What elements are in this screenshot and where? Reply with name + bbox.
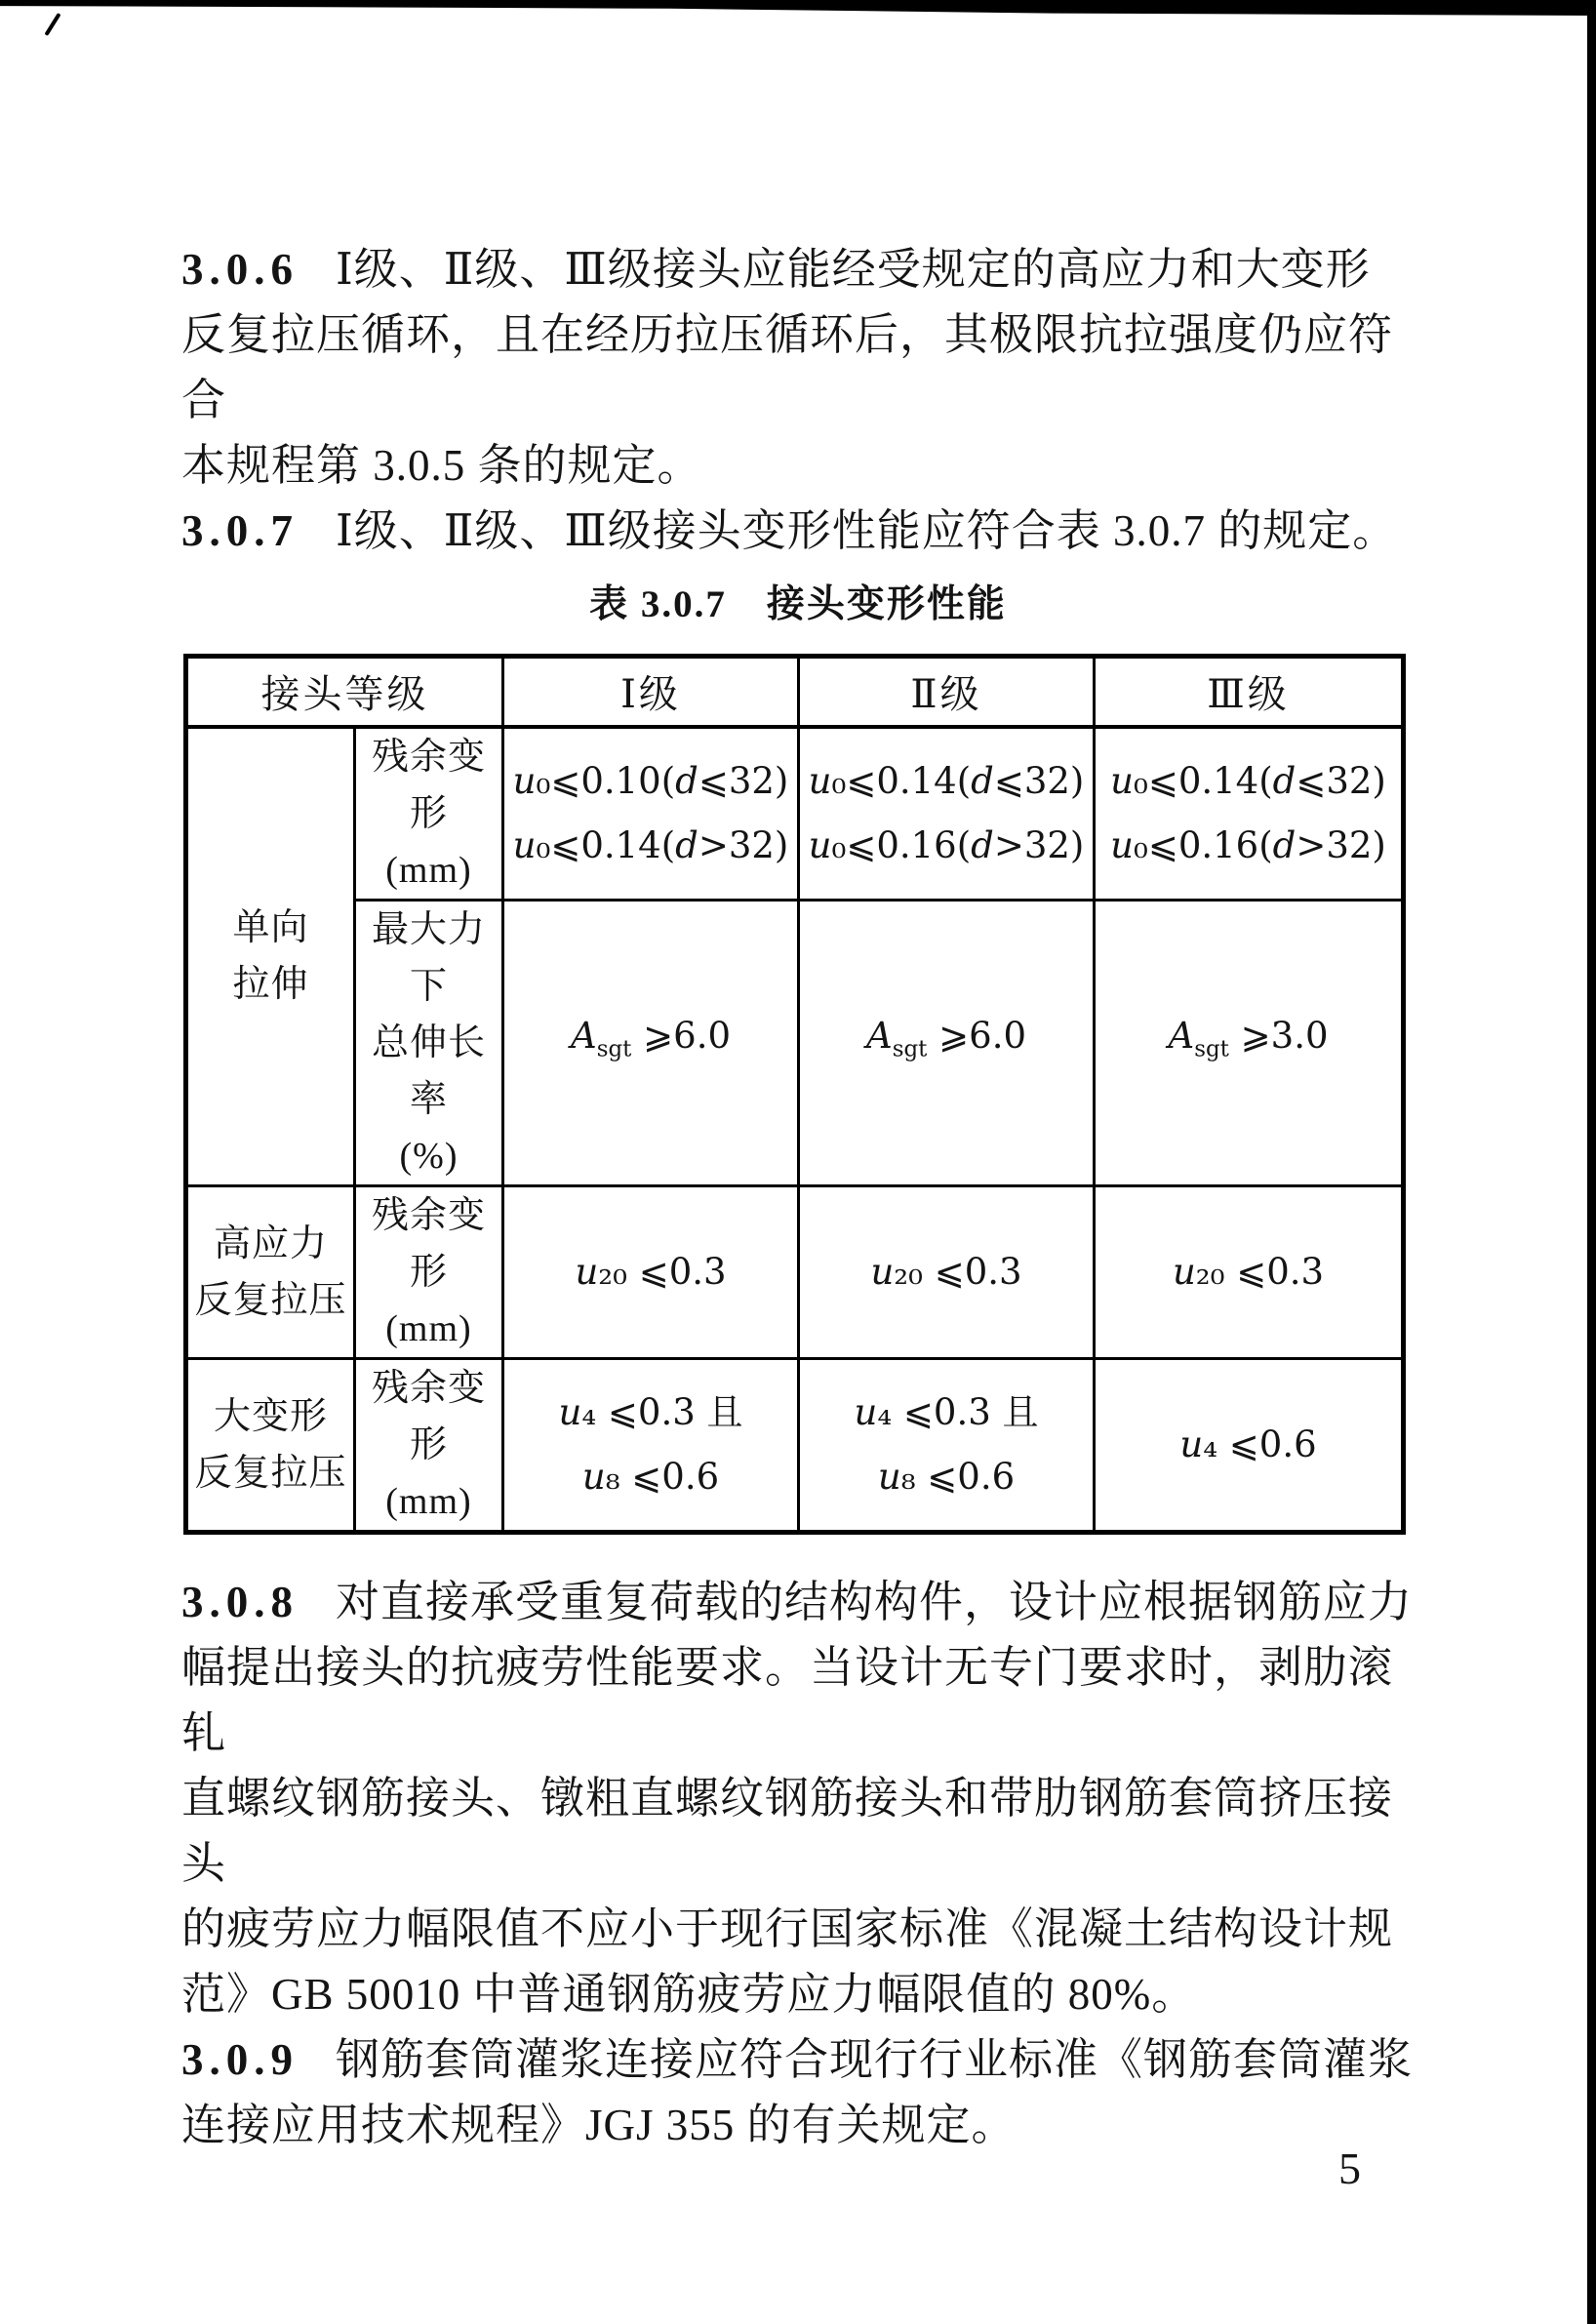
page-content	[181, 237, 1415, 2158]
table-header-row	[186, 657, 1404, 727]
joint-deformation-table	[183, 654, 1406, 1535]
cell-grade1-residual: u₀⩽0.10(d⩽32) u₀⩽0.14(d>32)	[503, 727, 799, 901]
scan-artifact-pen-mark	[44, 13, 60, 36]
section-3-0-9	[181, 2027, 1415, 2158]
cell-grade1-elongation: $A_{sgt}$ ⩾6.0	[503, 900, 799, 1185]
table-caption: 表 3.0.7 接头变形性能	[589, 583, 1007, 625]
table-row-uniaxial-residual	[186, 727, 1404, 901]
section-number-3-0-7: 3.0.7	[181, 506, 299, 555]
section-number-3-0-6: 3.0.6	[181, 245, 299, 294]
scan-artifact-top-edge	[0, 0, 1596, 16]
table-row-large-deformation-cyclic	[186, 1358, 1404, 1532]
table-header-grade-3: Ⅲ级	[1095, 657, 1404, 727]
cell-grade3-elongation: $A_{sgt}$ ⩾3.0	[1095, 900, 1404, 1185]
row-group-high-stress-cyclic: 高应力 反复拉压	[186, 1185, 355, 1358]
row-item-residual-deformation-2: 残余变形 (mm)	[355, 1185, 503, 1358]
row-item-residual-deformation: 残余变形 (mm)	[355, 727, 503, 901]
cell-grade2-u20: u₂₀ ⩽0.3	[799, 1185, 1095, 1358]
row-group-uniaxial-tension: 单向 拉伸	[186, 727, 355, 1186]
section-text-3-0-8: 对直接承受重复荷载的结构构件，设计应根据钢筋应力 幅提出接头的抗疲劳性能要求。当设计无专门要求时，剥肋滚轧 直螺纹钢筋接头、镦粗直螺纹钢筋接头和带肋钢筋套筒挤压接头 的疲劳应力幅限值不应小于现行国家标准《混凝土结构设计规 范》GB 50010 中普通钢筋疲劳应力幅限值的 80%。	[181, 1577, 1414, 2019]
cell-grade1-u20: u₂₀ ⩽0.3	[503, 1185, 799, 1358]
section-text-3-0-6: Ⅰ级、Ⅱ级、Ⅲ级接头应能经受规定的高应力和大变形 反复拉压循环，且在经历拉压循环后，其极限抗拉强度仍应符合 本规程第 3.0.5 条的规定。	[181, 245, 1394, 490]
scan-artifact-right-edge	[1587, 0, 1596, 2324]
table-header-grade-1: Ⅰ级	[503, 657, 799, 727]
cell-grade3-u20: u₂₀ ⩽0.3	[1095, 1185, 1404, 1358]
section-3-0-6	[181, 237, 1415, 499]
row-item-residual-deformation-3: 残余变形 (mm)	[355, 1358, 503, 1532]
table-row-total-elongation	[186, 900, 1404, 1185]
section-number-3-0-9: 3.0.9	[181, 2034, 299, 2084]
section-text-3-0-9: 钢筋套筒灌浆连接应符合现行行业标准《钢筋套筒灌浆 连接应用技术规程》JGJ 355 的有关规定。	[181, 2034, 1414, 2149]
cell-grade1-u4u8: u₄ ⩽0.3 且 u₈ ⩽0.6	[503, 1358, 799, 1532]
section-number-3-0-8: 3.0.8	[181, 1577, 299, 1626]
cell-grade2-u4u8: u₄ ⩽0.3 且 u₈ ⩽0.6	[799, 1358, 1095, 1532]
table-header-grade-2: Ⅱ级	[799, 657, 1095, 727]
cell-grade2-residual: u₀⩽0.14(d⩽32) u₀⩽0.16(d>32)	[799, 727, 1095, 901]
cell-grade3-u4: u₄ ⩽0.6	[1095, 1358, 1404, 1532]
cell-grade3-residual: u₀⩽0.14(d⩽32) u₀⩽0.16(d>32)	[1095, 727, 1404, 901]
section-3-0-7	[181, 499, 1415, 564]
section-3-0-8	[181, 1570, 1415, 2027]
table-row-high-stress-cyclic	[186, 1185, 1404, 1358]
section-text-3-0-7: Ⅰ级、Ⅱ级、Ⅲ级接头变形性能应符合表 3.0.7 的规定。	[336, 506, 1398, 555]
page-number: 5	[1338, 2144, 1361, 2193]
cell-grade2-elongation: $A_{sgt}$ ⩾6.0	[799, 900, 1095, 1185]
table-corner-header: 接头等级	[186, 657, 503, 727]
row-group-large-deformation-cyclic: 大变形 反复拉压	[186, 1358, 355, 1532]
row-item-total-elongation: 最大力下 总伸长率 (%)	[355, 900, 503, 1185]
